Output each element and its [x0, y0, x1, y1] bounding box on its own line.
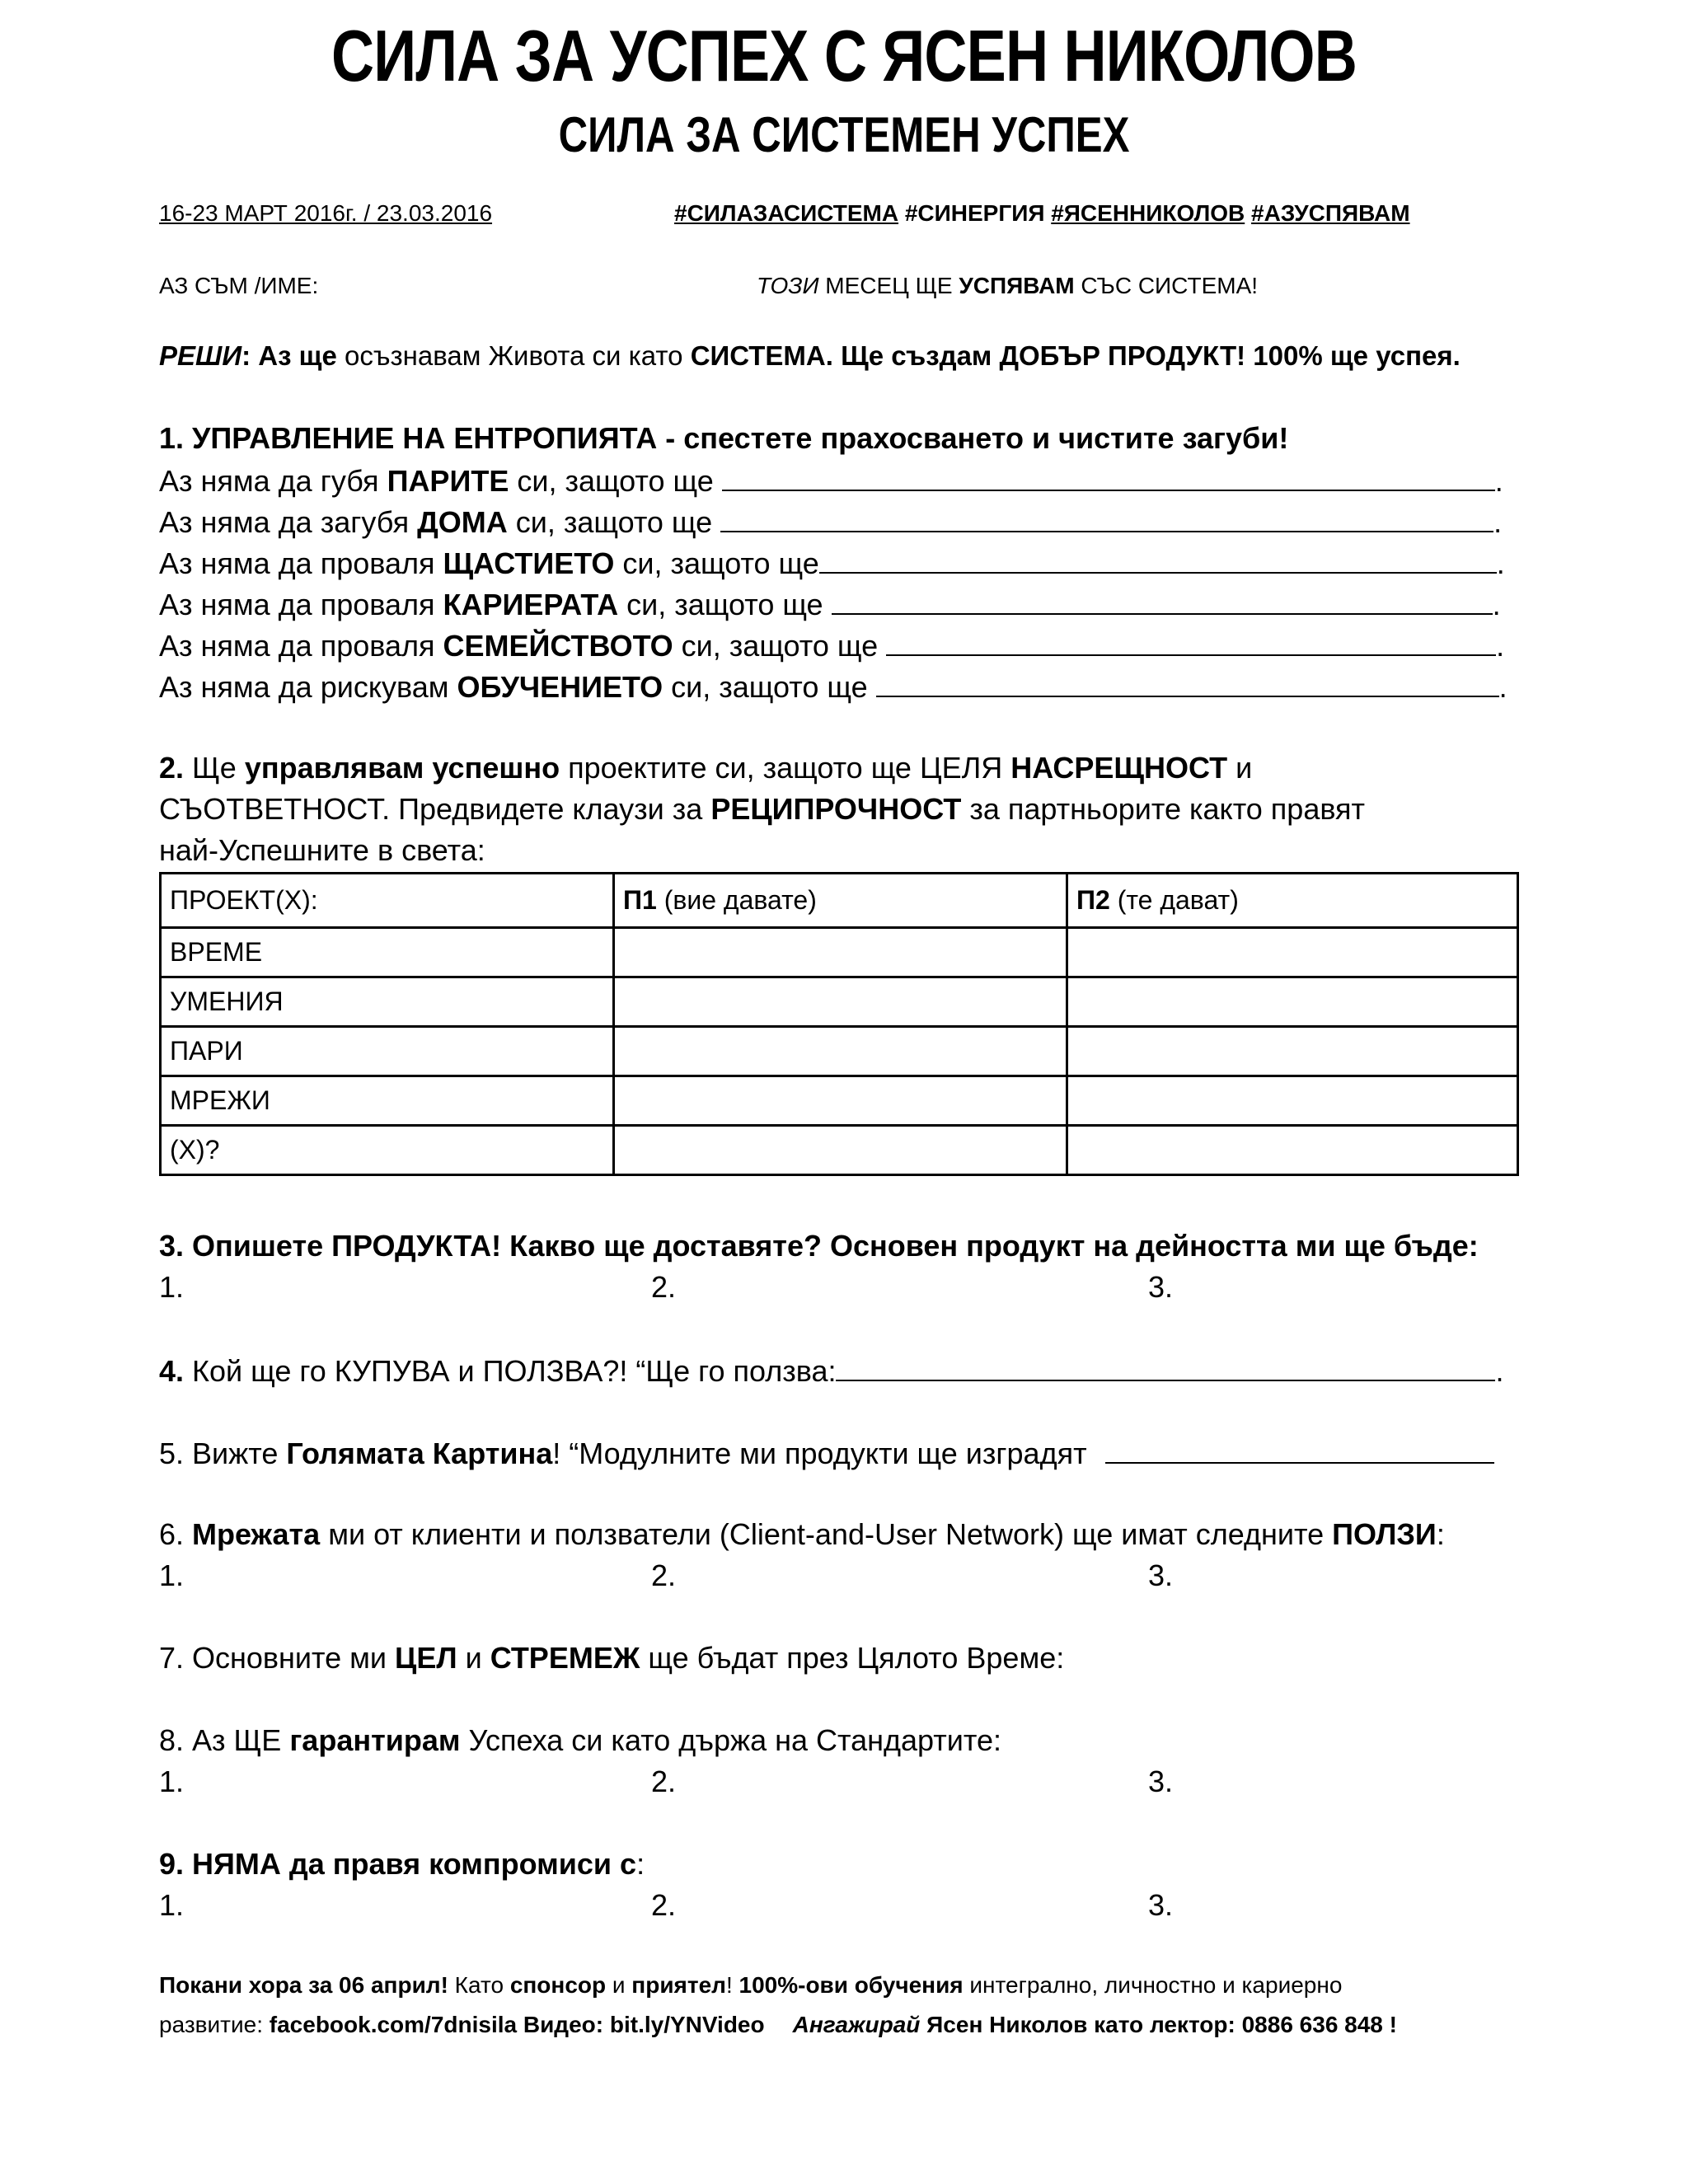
decide-colon: :: [241, 340, 259, 371]
header-p1: П1 (вие давате): [614, 874, 1067, 928]
decide-label: РЕШИ: [159, 340, 242, 371]
answer-blank[interactable]: [836, 1352, 1495, 1381]
answer-blank[interactable]: [832, 585, 1493, 615]
table-cell-p2[interactable]: [1067, 1027, 1518, 1076]
entropy-line-happiness: Аз няма да проваля ЩАСТИЕТО си, защото ще .: [159, 544, 1505, 582]
section-6-item-1: 1.: [159, 1558, 185, 1592]
entropy-line-family: Аз няма да проваля СЕМЕЙСТВОТО си, защото ще .: [159, 626, 1504, 664]
page-title: СИЛА ЗА УСПЕХ С ЯСЕН НИКОЛОВ: [331, 15, 1357, 96]
month-goal-italic: ТОЗИ: [757, 273, 819, 298]
section-5-line: 5. Вижте Голямата Картина! “Модулните ми продукти ще изградят: [159, 1434, 1494, 1472]
row-label-time: ВРЕМЕ: [161, 928, 614, 977]
section-9-item-1: 1.: [159, 1888, 185, 1922]
section-2-line-2: СЪОТВЕТНОСТ. Предвидете клаузи за РЕЦИПРОЧНОСТ за партньорите както правят: [159, 792, 1366, 826]
decide-text: осъзнавам Живота си като: [336, 340, 691, 371]
entropy-line-money: Аз няма да губя ПАРИТЕ си, защото ще .: [159, 462, 1503, 499]
month-goal-line: [757, 272, 1258, 300]
hashtag-azuspyavam: #АЗУСПЯВАМ: [1251, 200, 1410, 226]
answer-blank[interactable]: [722, 462, 1495, 491]
header-p2: П2 (те дават): [1067, 874, 1518, 928]
header-project: ПРОЕКТ(Х):: [161, 874, 614, 928]
section-1-heading: 1. УПРАВЛЕНИЕ НА ЕНТРОПИЯТА - спестете прахосването и чистите загуби!: [159, 421, 1289, 455]
row-label-networks: МРЕЖИ: [161, 1076, 614, 1126]
row-label-skills: УМЕНИЯ: [161, 977, 614, 1027]
answer-blank[interactable]: [886, 626, 1496, 656]
reciprocity-table: [159, 872, 1519, 1176]
page-subtitle: СИЛА ЗА СИСТЕМЕН УСПЕХ: [558, 107, 1130, 162]
table-cell-p1[interactable]: [614, 1027, 1067, 1076]
table-cell-p2[interactable]: [1067, 1076, 1518, 1126]
section-3-item-2: 2.: [651, 1270, 677, 1304]
table-cell-p1[interactable]: [614, 1126, 1067, 1175]
table-cell-p2[interactable]: [1067, 1126, 1518, 1175]
section-8-item-1: 1.: [159, 1765, 185, 1798]
month-goal-mid: МЕСЕЦ ЩЕ: [818, 273, 959, 298]
hashtag-sila: #СИЛАЗАСИСТЕМА: [674, 200, 899, 226]
row-label-x: (Х)?: [161, 1126, 614, 1175]
table-row: [161, 1076, 1518, 1126]
section-2-line-1: 2. Ще управлявам успешно проектите си, защото ще ЦЕЛЯ НАСРЕЩНОСТ и: [159, 751, 1253, 785]
decide-bold-1: Аз ще: [258, 340, 337, 371]
section-2-line-3: най-Успешните в света:: [159, 833, 485, 867]
section-6-line: 6. Мрежата ми от клиенти и ползватели (Client-and-User Network) ще имат следните ПОЛЗИ:: [159, 1517, 1445, 1551]
entropy-line-home: Аз няма да загубя ДОМА си, защото ще .: [159, 503, 1502, 541]
section-7-line: 7. Основните ми ЦЕЛ и СТРЕМЕЖ ще бъдат през Цялото Време:: [159, 1641, 1065, 1675]
hashtag-synergy: #СИНЕРГИЯ: [904, 200, 1045, 226]
section-3-item-3: 3.: [1148, 1270, 1174, 1304]
table-cell-p2[interactable]: [1067, 928, 1518, 977]
decide-line: [159, 340, 1461, 373]
section-8-line: 8. Аз ЩЕ гарантирам Успеха си като държа на Стандартите:: [159, 1723, 1001, 1757]
table-cell-p1[interactable]: [614, 977, 1067, 1027]
section-6-item-3: 3.: [1148, 1558, 1174, 1592]
date-line: 16-23 МАРТ 2016г. / 23.03.2016: [159, 200, 493, 226]
table-row: [161, 1126, 1518, 1175]
section-8-item-2: 2.: [651, 1765, 677, 1798]
section-6-item-2: 2.: [651, 1558, 677, 1592]
month-goal-bold: УСПЯВАМ: [959, 273, 1075, 298]
table-cell-p1[interactable]: [614, 1076, 1067, 1126]
table-row: [161, 1027, 1518, 1076]
section-4-line: 4. Кой ще го КУПУВА и ПОЛЗВА?! “Ще го ползва: .: [159, 1352, 1503, 1390]
section-3-heading: 3. Опишете ПРОДУКТА! Какво ще доставяте? Основен продукт на дейността ми ще бъде:: [159, 1229, 1479, 1263]
month-goal-end: СЪС СИСТЕМА!: [1074, 273, 1259, 298]
entropy-line-career: Аз няма да проваля КАРИЕРАТА си, защото ще .: [159, 585, 1501, 623]
table-row: [161, 977, 1518, 1027]
name-label: АЗ СЪМ /ИМЕ:: [159, 273, 319, 298]
decide-bold-2: СИСТЕМА. Ще създам ДОБЪР ПРОДУКТ! 100% ще успея.: [690, 340, 1461, 371]
answer-blank[interactable]: [876, 668, 1499, 697]
footer-line-2: развитие: facebook.com/7dnisila Видео: bit.ly/YNVideo Ангажирай Ясен Николов като лектор: 0886 636 848 !: [159, 2012, 1397, 2037]
table-row: [161, 928, 1518, 977]
answer-blank[interactable]: [720, 503, 1493, 532]
section-8-item-3: 3.: [1148, 1765, 1174, 1798]
answer-blank[interactable]: [1105, 1434, 1494, 1464]
section-9-item-3: 3.: [1148, 1888, 1174, 1922]
footer-line-1: Покани хора за 06 април! Като спонсор и приятел! 100%-ови обучения интегрално, личностно и кариерно: [159, 1972, 1343, 1998]
row-label-money: ПАРИ: [161, 1027, 614, 1076]
footer-links: facebook.com/7dnisila Видео: bit.ly/YNVideo: [269, 2012, 765, 2037]
table-cell-p2[interactable]: [1067, 977, 1518, 1027]
table-cell-p1[interactable]: [614, 928, 1067, 977]
section-3-item-1: 1.: [159, 1270, 185, 1304]
hashtag-yasen: #ЯСЕННИКОЛОВ: [1051, 200, 1245, 226]
section-9-item-2: 2.: [651, 1888, 677, 1922]
entropy-line-education: Аз няма да рискувам ОБУЧЕНИЕТО си, защото ще .: [159, 668, 1507, 705]
table-header-row: [161, 874, 1518, 928]
section-9-line: 9. НЯМА да правя компромиси с:: [159, 1847, 645, 1881]
answer-blank[interactable]: [819, 544, 1497, 574]
hashtags-line: [674, 199, 1410, 227]
